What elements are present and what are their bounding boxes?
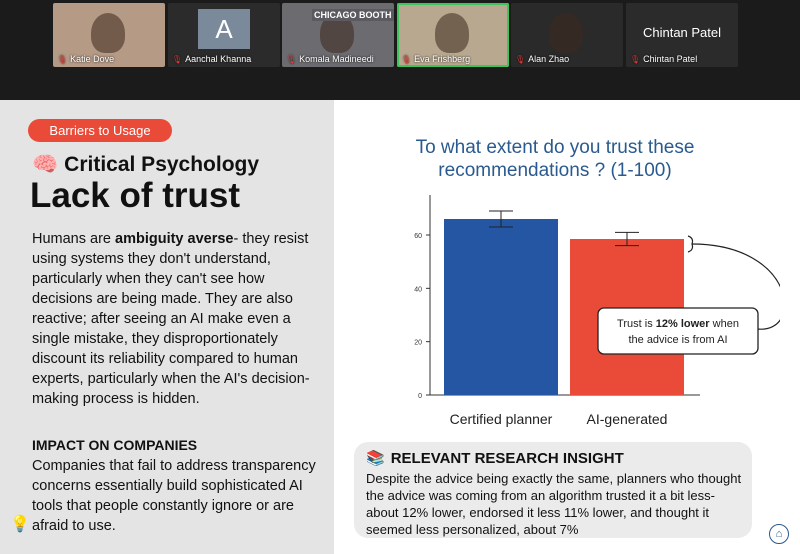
category-label: AI-generated — [586, 411, 668, 427]
participant-name-text: Komala Madineedi — [299, 54, 374, 64]
section-badge: Barriers to Usage — [28, 119, 172, 142]
lightbulb-icon: 💡 — [10, 516, 30, 533]
insight-heading — [366, 449, 624, 467]
participant-video — [91, 13, 125, 53]
participant-tile[interactable] — [53, 3, 165, 67]
bracket — [688, 236, 693, 252]
slide-title: Lack of trust — [30, 176, 241, 215]
chart-title: To what extent do you trust these recommendations ? (1-100) — [415, 137, 695, 181]
bar-chart — [400, 195, 780, 435]
callout-line-1: Trust is 12% lower when — [617, 318, 739, 330]
body-pre: Humans are — [32, 231, 116, 247]
impact-text: Companies that fail to address transparency concerns essentially build sophisticated AI tools that people constantly ignore or are afraid to use. — [32, 458, 316, 534]
bar-1 — [444, 219, 558, 395]
participant-tile[interactable] — [626, 3, 738, 67]
impact-heading: IMPACT ON COMPANIES — [32, 437, 198, 453]
participant-name — [401, 54, 470, 64]
participant-name — [515, 54, 569, 64]
body-post: - they resist using systems they don't understand, particularly when they can't see how decisions are being made. They are also reactive; after seeing an AI make even a single mistake, they disproportionately discount its reliability compared to human experts, particularly when the AI's decision-making process is hidden. — [32, 231, 310, 407]
callout-box — [598, 308, 758, 354]
participant-name — [172, 54, 251, 64]
insight-heading-text: RELEVANT RESEARCH INSIGHT — [390, 449, 624, 467]
participant-tile[interactable] — [282, 3, 394, 67]
y-tick-label: 40 — [414, 286, 422, 294]
callout-line-2: the advice is from AI — [628, 334, 728, 346]
participant-name-text: Katie Dove — [70, 54, 115, 64]
participant-name-text: Aanchal Khanna — [185, 54, 252, 64]
books-icon: 📚 — [366, 450, 385, 467]
muted-mic-icon: 🎙 — [515, 54, 526, 64]
left-panel — [0, 100, 334, 554]
participant-name — [286, 54, 374, 64]
body-bold: ambiguity averse — [115, 231, 234, 247]
participant-display-name: Chintan Patel — [642, 25, 722, 40]
participant-name-text: Alan Zhao — [528, 54, 570, 64]
muted-mic-icon: 🎙 — [401, 54, 412, 64]
y-tick-label: 20 — [414, 339, 422, 347]
participant-name-text: Chintan Patel — [643, 54, 698, 64]
booth-logo: CHICAGO BOOTH — [314, 10, 392, 20]
participant-tile[interactable] — [168, 3, 280, 67]
participant-tile[interactable] — [511, 3, 623, 67]
video-strip — [0, 0, 800, 100]
y-tick-label: 60 — [414, 233, 422, 240]
muted-mic-icon: 🎙 — [172, 54, 183, 64]
slide — [0, 100, 800, 554]
participant-video — [549, 13, 583, 53]
muted-mic-icon: 🎙 — [630, 54, 641, 64]
muted-mic-icon: 🎙 — [286, 54, 297, 64]
home-icon[interactable]: ⌂ — [769, 524, 789, 544]
y-tick-label: 0 — [418, 393, 422, 400]
participant-name — [630, 54, 697, 64]
category-label: Certified planner — [449, 411, 553, 427]
participant-name-text: Eva Frishberg — [414, 54, 471, 64]
participant-tile[interactable] — [397, 3, 509, 67]
subtitle — [32, 153, 259, 177]
insight-box — [354, 442, 752, 538]
insight-text: Despite the advice being exactly the same, planners who thought the advice was coming from an algorithm trusted it a bit less- about 12% lower, endorsed it less 11% lower, and thought it seemed less personalized, about 7% — [366, 471, 742, 537]
brain-icon: 🧠 — [32, 153, 59, 176]
participant-name — [57, 54, 114, 64]
muted-mic-icon: 🎙 — [57, 54, 68, 64]
body-text — [32, 229, 322, 409]
avatar: A — [198, 9, 250, 49]
participant-video — [435, 13, 469, 53]
subtitle-text: Critical Psychology — [64, 153, 260, 176]
